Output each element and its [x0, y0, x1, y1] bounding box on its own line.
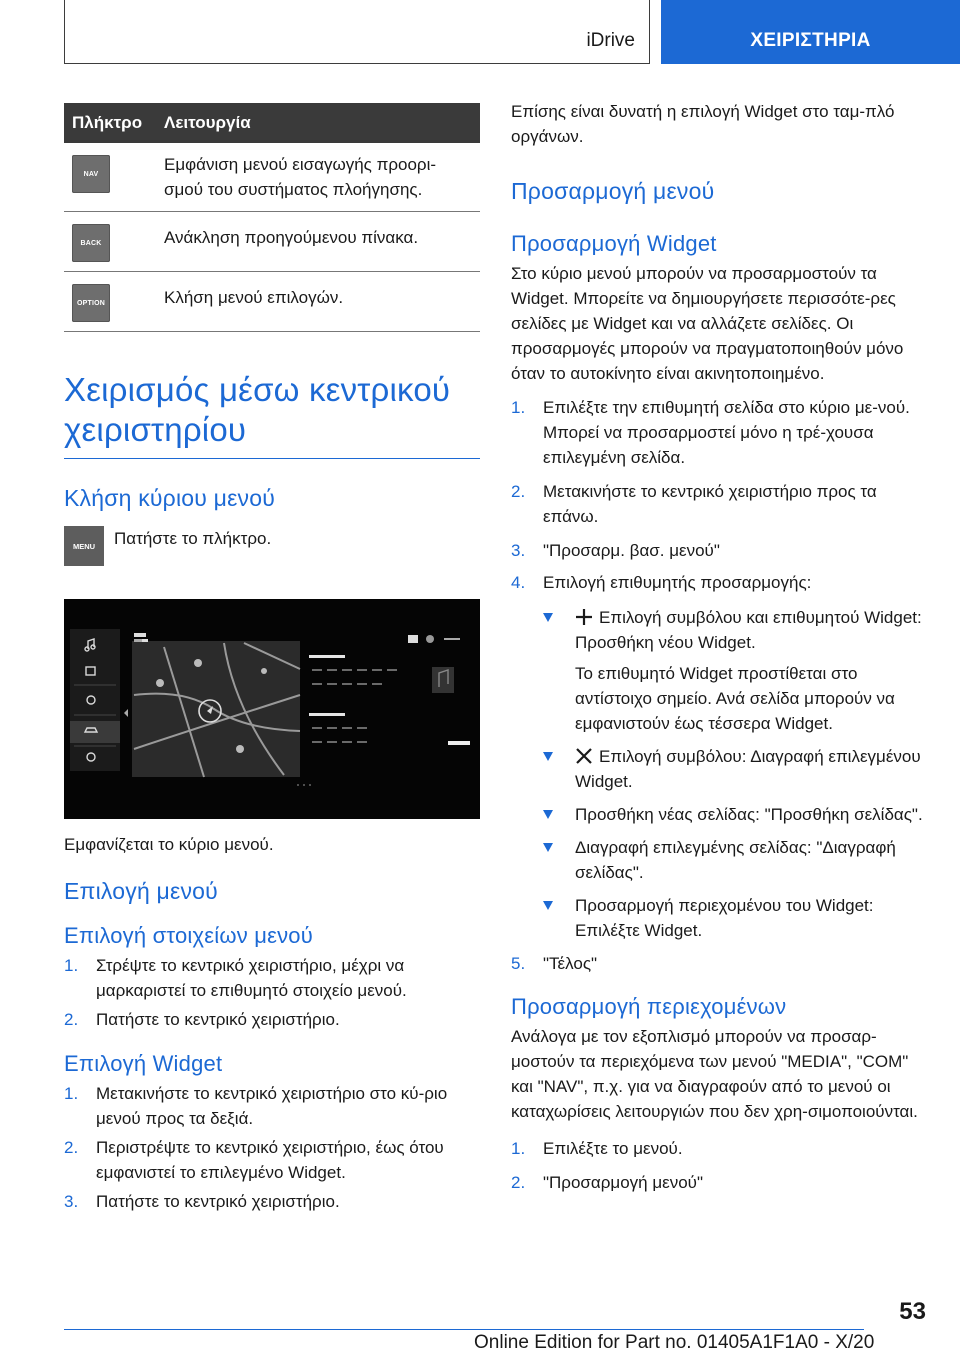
- option-key-icon: OPTION: [72, 284, 110, 322]
- main-menu-appears-text: Εμφανίζεται το κύριο μενού.: [64, 835, 274, 854]
- triangle-bullet-icon: [543, 810, 553, 819]
- table-header-key: Πλήκτρο: [64, 103, 156, 143]
- table-header-row: [64, 103, 480, 143]
- table-header-function: Λειτουργία: [156, 103, 480, 143]
- customization-options: [543, 605, 925, 943]
- sub-list-item: Επιλογή συμβόλου: Διαγραφή επιλεγμένου Widget.: [543, 744, 925, 794]
- heading-customize-content: Προσαρμογή περιεχομένων: [511, 994, 787, 1019]
- add-widget-note: Το επιθυμητό Widget προστίθεται στο αντίστοιχο σημείο. Ανά σελίδα μπορούν να εμφανιστούν έως τέσσερα Widget.: [575, 664, 895, 733]
- menu-key-icon: MENU: [64, 526, 104, 566]
- customize-widget-steps: [511, 395, 925, 976]
- table-row: [64, 143, 480, 212]
- list-item: 1. Μετακινήστε το κεντρικό χειριστήριο στο κύ-ριο μενού προς τα δεξιά.: [64, 1084, 448, 1128]
- heading-select-menu-items: Επιλογή στοιχείων μενού: [64, 923, 313, 948]
- triangle-bullet-icon: [543, 752, 553, 761]
- table-row: [64, 272, 480, 332]
- triangle-bullet-icon: [543, 613, 553, 622]
- left-column: [64, 103, 480, 1214]
- list-item: 4. Επιλογή επιθυμητής προσαρμογής: Επιλογή συμβόλου και επιθυμητού Widget: Προσθήκη νέου Widget. Το επιθυμητό Widget προστίθεται στο αντίστοιχο σημείο. Ανά σελίδα μπορούν να εμφανιστούν έως τέσσερα Widget. Επιλογή συμβόλου: Διαγραφή επιλεγμένου Widget. Προσθήκη νέας σελίδας: "Προσθήκη σελίδας". Διαγραφή επιλεγμένης σελίδας: "Διαγραφή σελίδας". Προσαρμογή περιεχομένου του Widget: Επιλέξτε Widget.: [511, 570, 925, 943]
- table-cell-function: Ανάκληση προηγούμενου πίνακα.: [156, 212, 480, 272]
- heading-select-menu: Επιλογή μενού: [64, 878, 218, 904]
- menu-key-instruction-text: Πατήστε το πλήκτρο.: [114, 529, 272, 548]
- button-function-table: [64, 103, 480, 332]
- select-widget-steps: [64, 1081, 480, 1214]
- page-header: [0, 0, 960, 66]
- header-chapter-tab: ΧΕΙΡΙΣΤΗΡΙΑ: [661, 0, 960, 64]
- list-item: 2. Πατήστε το κεντρικό χειριστήριο.: [64, 1010, 340, 1029]
- footer-edition: Online Edition for Part no. 01405A1F1A0 - X/20: [474, 1332, 875, 1353]
- select-menu-steps: [64, 953, 480, 1032]
- page-number: 53: [899, 1298, 926, 1325]
- idrive-main-menu-illustration: [64, 599, 480, 819]
- cross-icon: [575, 747, 593, 765]
- customize-content-text: Ανάλογα με τον εξοπλισμό μπορούν να προσαρ-μοστούν τα περιεχόμενα των μενού "MEDIA", "COM" και "NAV", π.χ. για να διαγραφούν από το μενού οι καταχωρίσεις λειτουργιών που δεν χρη-σιμοποιούνται.: [511, 1027, 918, 1121]
- table-row: [64, 212, 480, 272]
- heading-select-widget: Επιλογή Widget: [64, 1051, 223, 1076]
- header-section-label: iDrive: [586, 30, 635, 51]
- list-item: 3. Πατήστε το κεντρικό χειριστήριο.: [64, 1192, 340, 1211]
- sub-list-item: Προσθήκη νέας σελίδας: "Προσθήκη σελίδας".: [543, 802, 925, 827]
- idrive-screen-image: [64, 599, 480, 819]
- sub-list-item: Επιλογή συμβόλου και επιθυμητού Widget: Προσθήκη νέου Widget. Το επιθυμητό Widget προστίθεται στο αντίστοιχο σημείο. Ανά σελίδα μπορούν να εμφανιστούν έως τέσσερα Widget.: [543, 605, 925, 736]
- widget-cluster-intro: Επίσης είναι δυνατή η επιλογή Widget στο ταμ-πλό οργάνων.: [511, 102, 895, 146]
- customize-widget-text: Στο κύριο μενού μπορούν να προσαρμοστούν τα Widget. Μπορείτε να δημιουργήσετε περισσότε-ρες σελίδες με Widget και να αλλάζετε σελίδες. Οι προσαρμογές μπορούν να πραγματοποιηθούν μόνο όταν το αυτοκίνητο είναι ακινητοποιημένο.: [511, 264, 904, 383]
- list-item: 2. Περιστρέψτε το κεντρικό χειριστήριο, έως ότου εμφανιστεί το επιλεγμένο Widget.: [64, 1138, 444, 1182]
- table-cell-function: Κλήση μενού επιλογών.: [156, 272, 480, 332]
- list-item: 1. Στρέψτε το κεντρικό χειριστήριο, μέχρι να μαρκαριστεί το επιθυμητό στοιχείο μενού.: [64, 956, 407, 1000]
- nav-key-icon: NAV: [72, 155, 110, 193]
- customize-content-steps: [511, 1136, 925, 1195]
- heading-customize-menu: Προσαρμογή μενού: [511, 178, 715, 204]
- heading-call-main-menu: Κλήση κύριου μενού: [64, 485, 276, 511]
- plus-icon: [575, 608, 593, 626]
- table-cell-function: Εμφάνιση μενού εισαγωγής προορι-σμού του συστήματος πλοήγησης.: [156, 143, 480, 212]
- section-title-central-controller: Χειρισμός μέσω κεντρικού χειριστηρίου: [64, 370, 480, 459]
- list-item: 5. "Τέλος": [511, 954, 598, 973]
- right-column: [511, 99, 925, 1195]
- triangle-bullet-icon: [543, 843, 553, 852]
- header-box: [64, 0, 650, 64]
- footer-rule: [64, 1329, 864, 1330]
- sub-list-item: Διαγραφή επιλεγμένης σελίδας: "Διαγραφή σελίδας".: [543, 835, 925, 885]
- menu-key-instruction: [64, 526, 480, 566]
- heading-customize-widget: Προσαρμογή Widget: [511, 231, 717, 256]
- list-item: 1. Επιλέξτε την επιθυμητή σελίδα στο κύριο με-νού. Μπορεί να προσαρμοστεί μόνο η τρέ-χουσα επιλεγμένη σελίδα.: [511, 398, 910, 467]
- list-item: 2. Μετακινήστε το κεντρικό χειριστήριο προς τα επάνω.: [511, 482, 877, 526]
- triangle-bullet-icon: [543, 901, 553, 910]
- list-item: 3. "Προσαρμ. βασ. μενού": [511, 541, 720, 560]
- back-key-icon: BACK: [72, 224, 110, 262]
- sub-list-item: Προσαρμογή περιεχομένου του Widget: Επιλέξτε Widget.: [543, 893, 925, 943]
- list-item: 2. "Προσαρμογή μενού": [511, 1173, 704, 1192]
- list-item: 1. Επιλέξτε το μενού.: [511, 1139, 683, 1158]
